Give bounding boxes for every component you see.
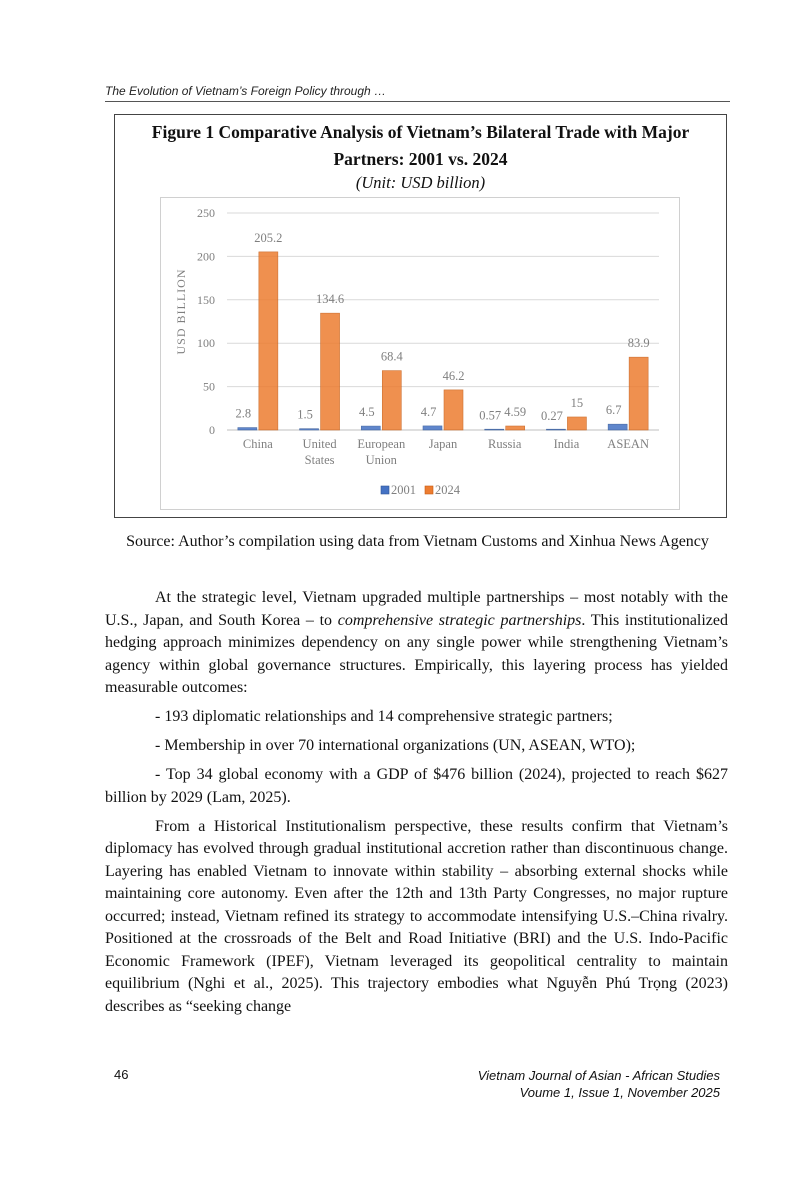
figure-source: Source: Author’s compilation using data from Vietnam Customs and Xinhua News Agency [126,533,709,550]
bar-2001 [300,429,319,430]
journal-info [478,1067,720,1101]
y-tick-label: 50 [203,379,215,394]
bullet-diplomatic-relationships: - 193 diplomatic relationships and 14 comprehensive strategic partners; [155,708,613,725]
y-tick-label: 200 [197,249,215,264]
x-tick-label: Japan [428,437,458,451]
bar-2001 [546,429,565,430]
paragraph-text: At the strategic level, Vietnam upgraded multiple partnerships – most notably with the U.S., Japan, and South Korea – to [105,589,728,629]
data-label: 205.2 [254,230,283,245]
data-label: 0.27 [540,408,563,423]
bar-2024 [382,371,401,430]
bar-2001 [238,428,257,430]
page-number: 46 [114,1067,129,1082]
x-tick-label: ASEAN [607,437,649,451]
y-tick-label: 100 [197,336,215,351]
bar-2024 [506,426,525,430]
paragraph-historical-institutionalism: From a Historical Institutionalism perspective, these results confirm that Vietnam’s diplomacy has evolved through gradual institutional accretion rather than discontinuous change. Layering has enabled Vietnam to innovate within stability – absorbing external shocks while maintaining core autonomy. Even after the 12th and 13th Party Congresses, no major rupture occurred; instead, Vietnam refined its strategy to accommodate intensifying U.S.–China rivalry. Positioned at the crossroads of the Belt and Road Initiative (BRI) and the U.S. Indo-Pacific Economic Framework (IPEF), Vietnam leveraged its geopolitical centrality to maintain equilibrium (Nghi et al., 2025). This trajectory embodies what Nguyễn Phú Trọng (2023) describes as “seeking change [105,817,728,1015]
data-label: 4.5 [358,405,375,420]
data-label: 6.7 [605,403,622,418]
data-label: 46.2 [442,368,465,383]
data-label: 1.5 [297,407,313,422]
bar-2024 [321,313,340,430]
legend-swatch-2001 [381,486,389,494]
data-label: 4.7 [420,404,437,419]
body-text [105,587,728,1025]
x-tick-label: China [242,437,273,451]
bar-2024 [567,417,586,430]
journal-issue: Voume 1, Issue 1, November 2025 [519,1085,720,1100]
legend-label: 2024 [435,483,460,497]
data-label: 15 [570,395,584,410]
bar-chart [161,198,679,509]
running-header: The Evolution of Vietnam’s Foreign Policy through … [105,84,730,102]
data-label: 68.4 [380,349,403,364]
bar-2001 [423,426,442,430]
data-label: 4.59 [504,405,527,420]
journal-name: Vietnam Journal of Asian - African Studies [477,1068,720,1083]
bar-2001 [485,429,504,430]
x-tick-label: United [302,437,337,451]
bullet-gdp: - Top 34 global economy with a GDP of $476 billion (2024), projected to reach $627 billion by 2029 (Lam, 2025). [105,766,728,806]
emphasis-text: comprehensive strategic partnerships [337,611,582,629]
figure-unit: (Unit: USD billion) [355,173,486,192]
data-label: 2.8 [235,406,252,421]
bar-2024 [629,357,648,430]
legend-swatch-2024 [425,486,433,494]
chart-area [160,197,680,510]
bar-2001 [361,426,380,430]
bar-2024 [259,252,278,430]
figure-title: Figure 1 Comparative Analysis of Vietnam’s Bilateral Trade with Major Partners: 2001 vs. 2024 [151,122,690,169]
figure-box [114,114,727,518]
legend-label: 2001 [391,483,416,497]
data-label: 134.6 [316,292,345,307]
y-axis-label: USD BILLION [174,268,188,355]
data-label: 83.9 [627,336,650,351]
bar-2024 [444,390,463,430]
bullet-membership: - Membership in over 70 international organizations (UN, ASEAN, WTO); [155,737,636,754]
y-tick-label: 150 [197,292,215,307]
y-tick-label: 250 [197,206,215,220]
paragraph-text: . This institutionalized hedging approach minimizes dependency on any single power while strengthening Vietnam’s agency within global governance structures. Empirically, this layering process has yielded measurable outcomes: [105,611,729,696]
paragraph-strategic-level [105,587,728,700]
x-tick-label: Russia [488,437,522,451]
data-label: 0.57 [479,408,502,423]
y-tick-label: 0 [209,423,215,437]
x-tick-label: India [553,437,580,451]
x-tick-label: Union [365,453,397,467]
bar-2001 [608,424,627,430]
x-tick-label: European [357,437,406,451]
x-tick-label: States [304,453,335,467]
